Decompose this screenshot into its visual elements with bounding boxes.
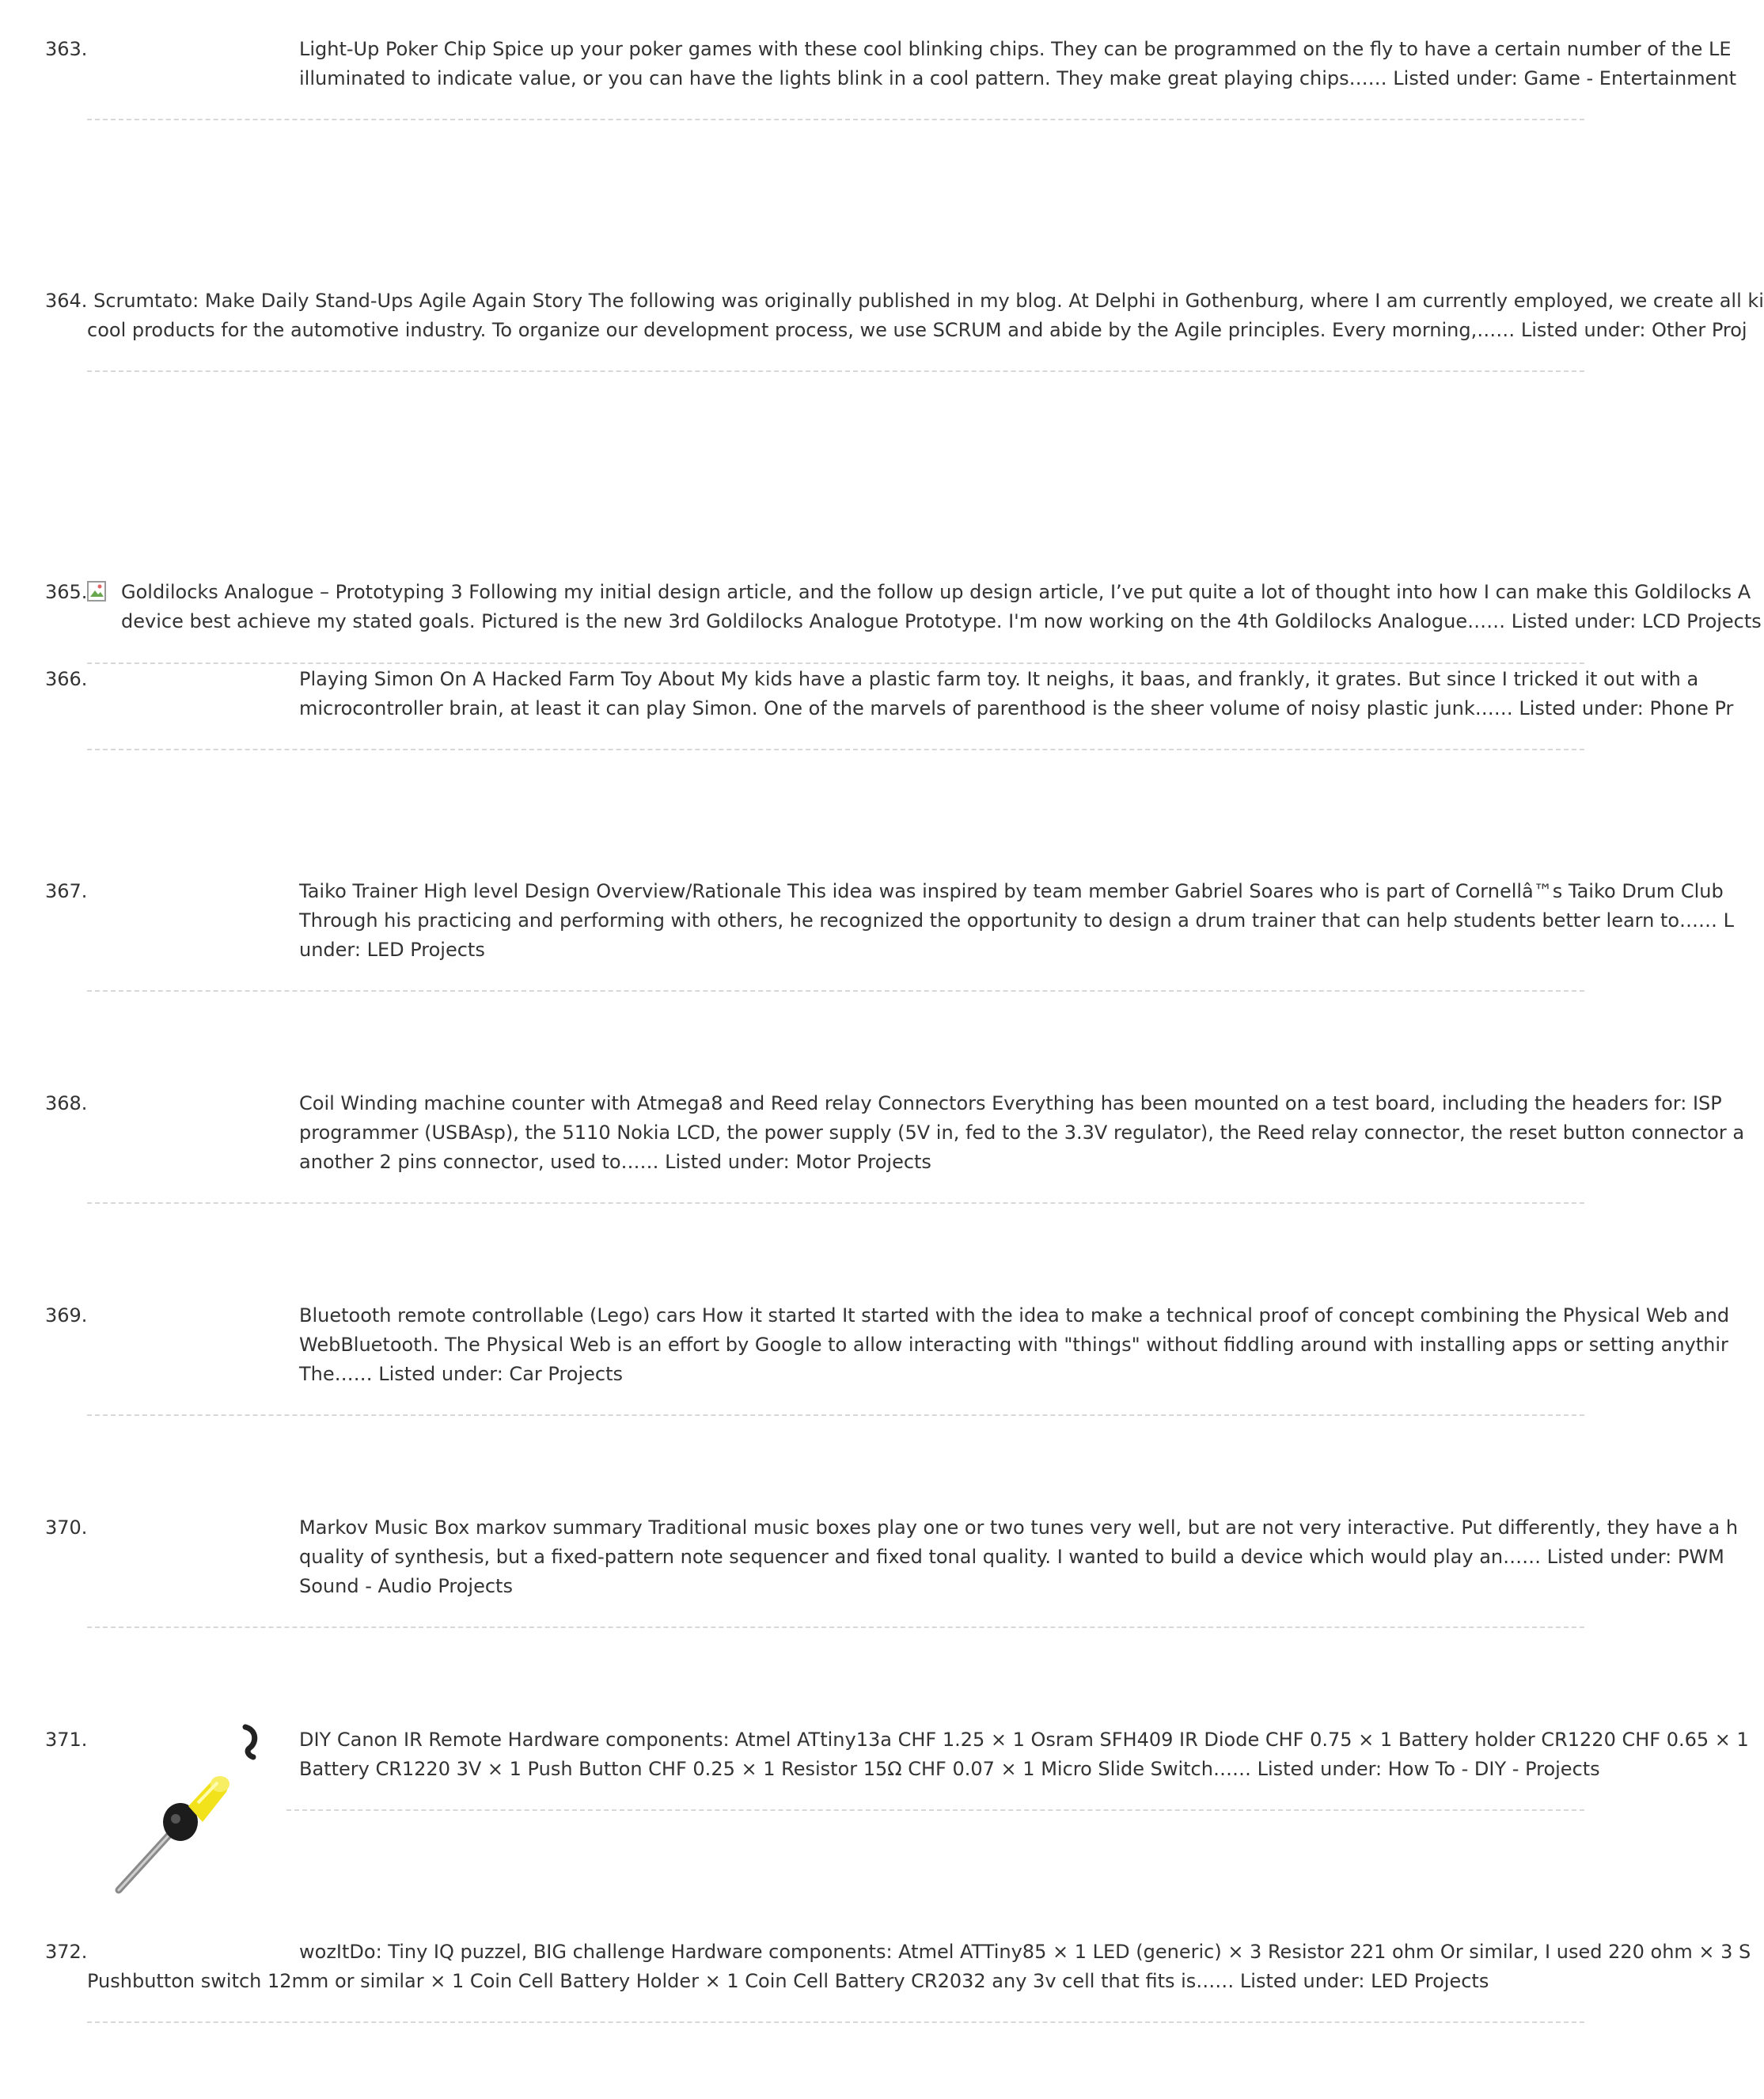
divider <box>87 749 1584 750</box>
entry-line: another 2 pins connector, used to…… Listed under: Motor Projects <box>299 1151 931 1173</box>
entry-line: Pushbutton switch 12mm or similar × 1 Coin Cell Battery Holder × 1 Coin Cell Battery CR2032 any 3v cell that fits is…… Listed under: LED Projects <box>87 1970 1489 1992</box>
entry-number: 372. <box>45 1941 88 1963</box>
entry-line: Battery CR1220 3V × 1 Push Button CHF 0.25 × 1 Resistor 15Ω CHF 0.07 × 1 Micro Slide Switch…… Listed under: How To - DIY - Projects <box>299 1758 1600 1780</box>
entry-text[interactable] <box>299 1725 1749 1784</box>
entry-line: device best achieve my stated goals. Pictured is the new 3rd Goldilocks Analogue Prototype. I'm now working on the 4th Goldilocks Analogue…… Listed under: LCD Projects <box>121 610 1762 632</box>
entry-line: Light-Up Poker Chip Spice up your poker games with these cool blinking chips. They can be programmed on the fly to have a certain number of the LE <box>299 38 1732 60</box>
entry-number: 370. <box>45 1516 88 1539</box>
entry-line: Sound - Audio Projects <box>299 1575 513 1597</box>
entry-text[interactable] <box>121 578 1762 636</box>
entry-line: The…… Listed under: Car Projects <box>299 1363 624 1385</box>
divider <box>87 662 1584 664</box>
entry-line: Coil Winding machine counter with Atmega8 and Reed relay Connectors Everything has been mounted on a test board, including the headers for: ISP <box>299 1092 1722 1114</box>
entry-line: quality of synthesis, but a fixed-pattern note sequencer and fixed tonal quality. I wanted to build a device which would play an…… Listed under: PWM <box>299 1546 1724 1568</box>
divider <box>87 990 1584 992</box>
entry-line: Scrumtato: Make Daily Stand-Ups Agile Again Story The following was originally published in my blog. At Delphi in Gothenburg, where I am currently employed, we create all ki <box>93 290 1764 312</box>
entry-text[interactable] <box>299 1301 1730 1389</box>
entry-text[interactable] <box>299 665 1734 723</box>
entry-number: 367. <box>45 880 88 902</box>
entry-line: illuminated to indicate value, or you can have the lights blink in a cool pattern. They make great playing chips…… Listed under: Game - Entertainment <box>299 67 1736 89</box>
divider <box>87 370 1584 372</box>
ir-remote-thumbnail[interactable] <box>87 1724 285 1916</box>
entry-number: 365. <box>45 581 88 603</box>
broken-image-icon <box>87 581 108 603</box>
entry-text[interactable] <box>87 1938 1751 1996</box>
entry-line: Goldilocks Analogue – Prototyping 3 Following my initial design article, and the follow up design article, I’ve put quite a lot of thought into how I can make this Goldilocks A <box>121 581 1751 603</box>
entry-text[interactable] <box>45 287 1764 345</box>
entry-text[interactable] <box>299 1513 1739 1601</box>
entry-line: Playing Simon On A Hacked Farm Toy About My kids have a plastic farm toy. It neighs, it baas, and frankly, it grates. But since I tricked it out with a <box>299 668 1699 690</box>
entry-line: under: LED Projects <box>299 939 485 961</box>
entry-line: Through his practicing and performing with others, he recognized the opportunity to design a drum trainer that can help students better learn to…… L <box>299 909 1735 932</box>
divider <box>286 1809 1584 1811</box>
entry-text[interactable] <box>299 35 1736 93</box>
entry-number: 366. <box>45 668 88 690</box>
divider <box>87 1202 1584 1204</box>
entry-text[interactable] <box>299 877 1735 965</box>
entry-line: WebBluetooth. The Physical Web is an effort by Google to allow interacting with "things" without fiddling around with installing apps or setting anythir <box>299 1334 1728 1356</box>
entry-line: wozItDo: Tiny IQ puzzel, BIG challenge Hardware components: Atmel ATTiny85 × 1 LED (generic) × 3 Resistor 221 ohm Or similar, I used 220 ohm × 3 S <box>299 1941 1751 1963</box>
entry-number: 371. <box>45 1729 88 1751</box>
divider <box>87 119 1584 120</box>
entry-number: 369. <box>45 1304 88 1327</box>
divider <box>87 1626 1584 1628</box>
entry-line: microcontroller brain, at least it can play Simon. One of the marvels of parenthood is the sheer volume of noisy plastic junk…… Listed under: Phone Pr <box>299 697 1734 719</box>
entry-number: 364. <box>45 290 88 312</box>
entry-line: Taiko Trainer High level Design Overview/Rationale This idea was inspired by team member Gabriel Soares who is part of Cornellâ™s Taiko Drum Club <box>299 880 1724 902</box>
entry-line: DIY Canon IR Remote Hardware components: Atmel ATtiny13a CHF 1.25 × 1 Osram SFH409 IR Diode CHF 0.75 × 1 Battery holder CR1220 CHF 0.65 × 1 <box>299 1729 1749 1751</box>
divider <box>87 1414 1584 1416</box>
entry-line: cool products for the automotive industry. To organize our development process, we use SCRUM and abide by the Agile principles. Every morning,…… Listed under: Other Proj <box>87 319 1747 341</box>
entry-text[interactable] <box>299 1089 1745 1177</box>
entry-line: Bluetooth remote controllable (Lego) cars How it started It started with the idea to make a technical proof of concept combining the Physical Web and <box>299 1304 1730 1327</box>
entry-line: Markov Music Box markov summary Traditional music boxes play one or two tunes very well, but are not very interactive. Put differently, they have a h <box>299 1516 1739 1539</box>
entry-number: 363. <box>45 38 88 60</box>
entry-line: programmer (USBAsp), the 5110 Nokia LCD, the power supply (5V in, fed to the 3.3V regulator), the Reed relay connector, the reset button connector a <box>299 1122 1745 1144</box>
entry-number: 368. <box>45 1092 88 1114</box>
divider <box>87 2021 1584 2023</box>
